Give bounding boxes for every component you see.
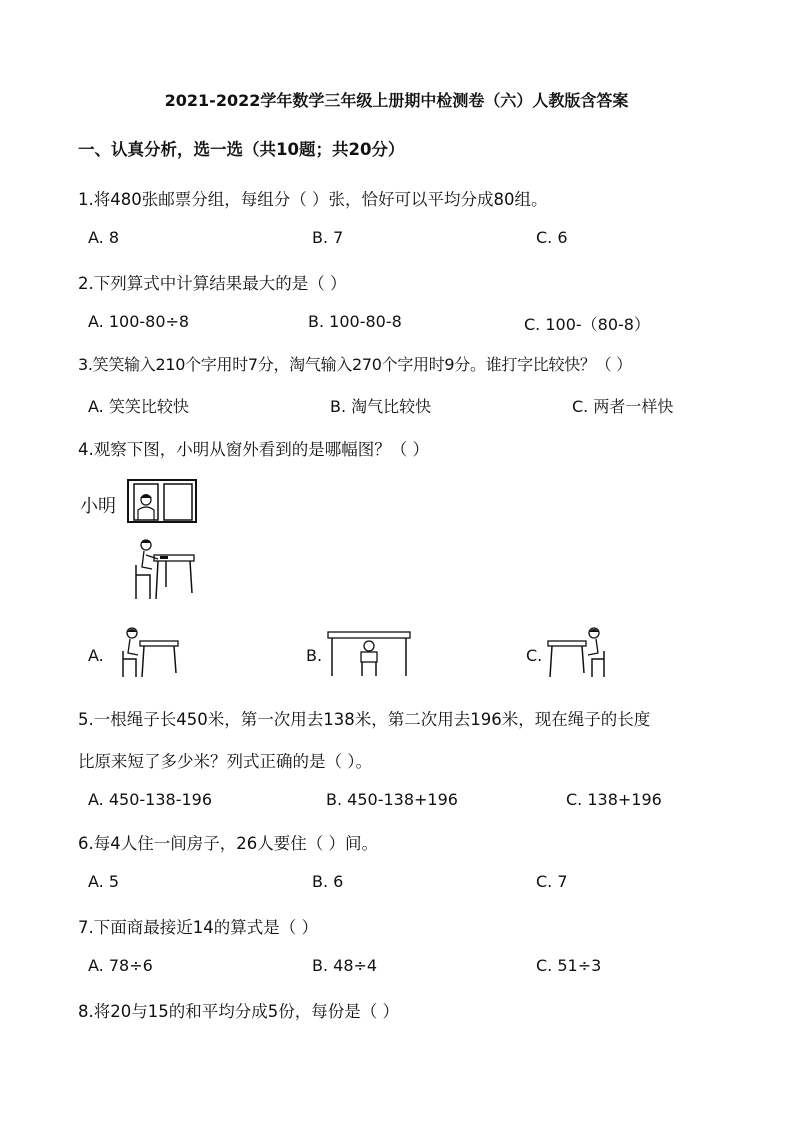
- q5-option-c: C. 138+196: [566, 790, 662, 809]
- option-c-figure: [546, 625, 608, 679]
- page-title: 2021-2022学年数学三年级上册期中检测卷（六）人教版含答案: [164, 91, 629, 110]
- question-1: 1.将480张邮票分组，每组分（ ）张，恰好可以平均分成80组。: [78, 190, 548, 209]
- q2-option-b: B. 100-80-8: [308, 312, 402, 331]
- question-4: 4.观察下图，小明从窗外看到的是哪幅图？（ ）: [78, 440, 429, 459]
- q5-option-a: A. 450-138-196: [88, 790, 212, 809]
- option-b-figure: [326, 630, 412, 680]
- q4-option-c: C.: [526, 646, 543, 665]
- person-table-figure: [132, 535, 196, 603]
- window-figure: [126, 478, 198, 524]
- question-5-line-1: 5.一根绳子长450米，第一次用去138米，第二次用去196米，现在绳子的长度: [78, 710, 651, 729]
- question-6: 6.每4人住一间房子，26人要住（ ）间。: [78, 834, 378, 853]
- q6-option-c: C. 7: [536, 872, 568, 891]
- option-a-figure: [120, 625, 180, 679]
- q1-option-c: C. 6: [536, 228, 568, 247]
- q5-option-b: B. 450-138+196: [326, 790, 458, 809]
- q3-option-b: B. 淘气比较快: [330, 397, 432, 416]
- question-3: 3.笑笑输入210个字用时7分，淘气输入270个字用时9分。谁打字比较快？（ ）: [78, 355, 632, 374]
- q4-option-b: B.: [306, 646, 323, 665]
- q2-option-a: A. 100-80÷8: [88, 312, 190, 331]
- question-2: 2.下列算式中计算结果最大的是（ ）: [78, 274, 347, 293]
- q7-option-a: A. 78÷6: [88, 956, 153, 975]
- q2-option-c: C. 100-（80-8）: [524, 315, 650, 334]
- q1-option-a: A. 8: [88, 228, 120, 247]
- q3-option-a: A. 笑笑比较快: [88, 397, 189, 416]
- q4-option-a: A.: [88, 646, 104, 665]
- q7-option-c: C. 51÷3: [536, 956, 602, 975]
- question-7: 7.下面商最接近14的算式是（ ）: [78, 918, 318, 937]
- q1-option-b: B. 7: [312, 228, 344, 247]
- q6-option-b: B. 6: [312, 872, 344, 891]
- question-8: 8.将20与15的和平均分成5份，每份是（ ）: [78, 1002, 399, 1021]
- question-5-line-2: 比原来短了多少米？列式正确的是（ ）。: [78, 752, 372, 771]
- q7-option-b: B. 48÷4: [312, 956, 378, 975]
- q3-option-c: C. 两者一样快: [572, 397, 674, 416]
- xiaoming-label: 小明: [80, 496, 116, 517]
- q6-option-a: A. 5: [88, 872, 120, 891]
- section-heading: 一、认真分析，选一选（共10题；共20分）: [78, 140, 405, 159]
